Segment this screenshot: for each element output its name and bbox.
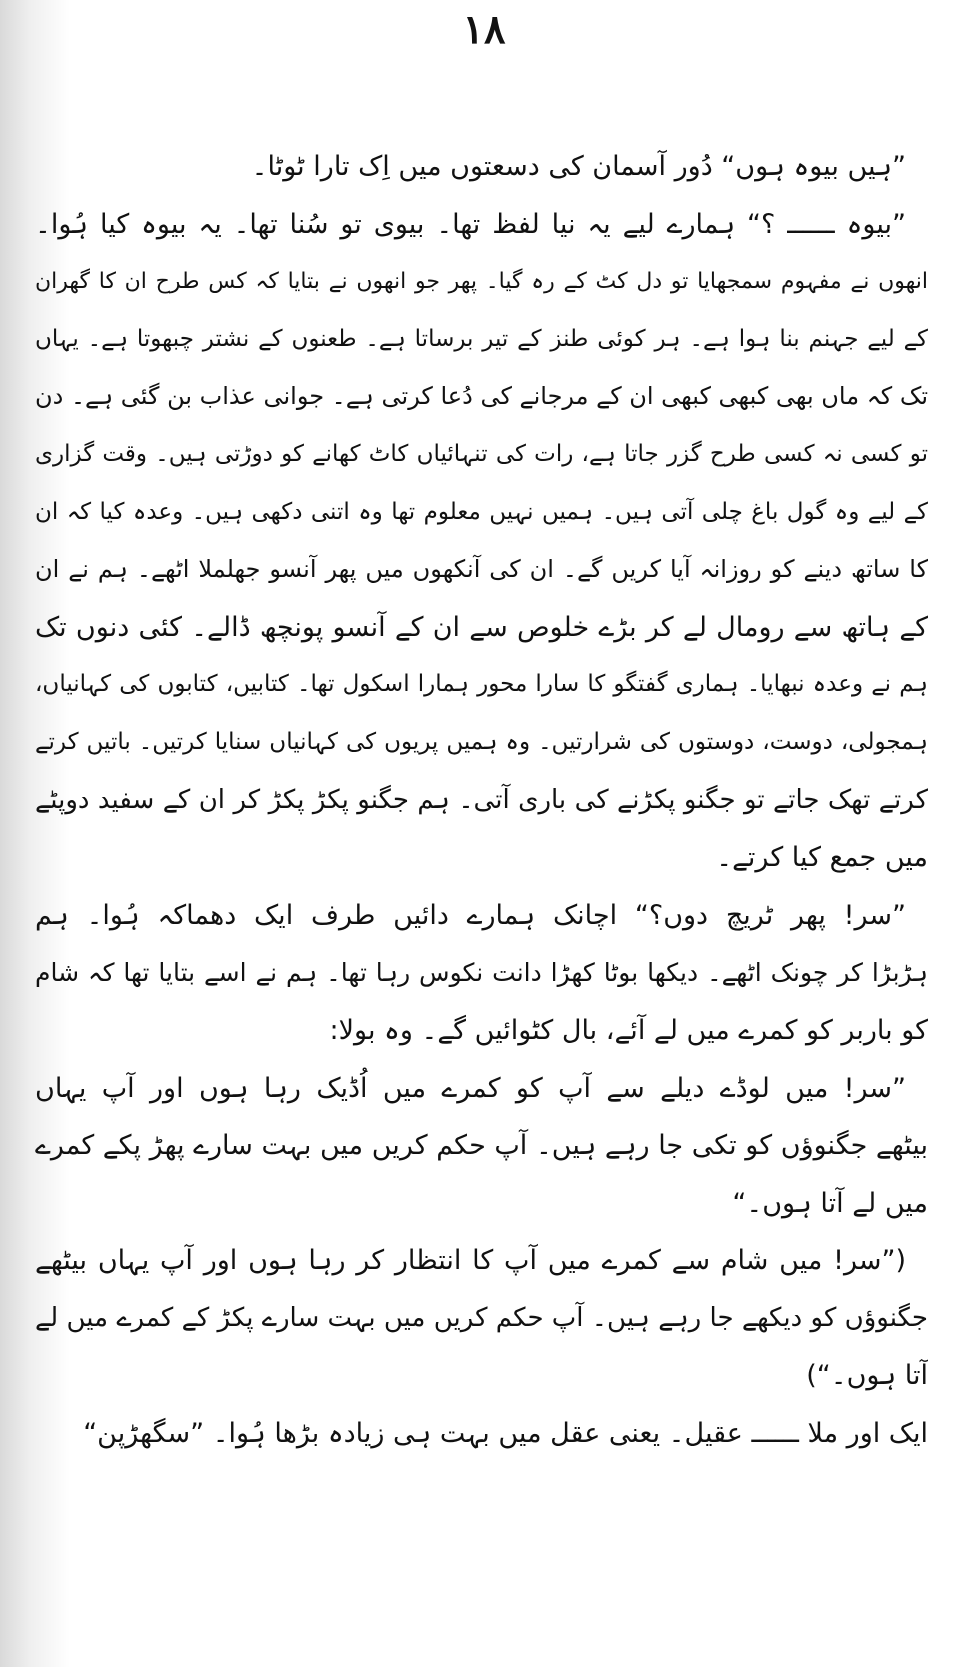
- text-line: ہڑبڑا کر چونک اٹھے۔ دیکھا بوٹا کھڑا دانت نکوس رہا تھا۔ ہم نے اسے بتایا تھا کہ شام: [35, 958, 928, 988]
- text-line: ایک اور ملا ــــــ عقیل۔ یعنی عقل میں بہت ہی زیادہ بڑھا ہُوا۔ ”سگھڑپن“: [83, 1418, 928, 1450]
- body-text: [35, 138, 928, 1463]
- text-line: ”سر! میں لوڈے دیلے سے آپ کو کمرے میں اُڈیک رہا ہوں اور آپ یہاں: [35, 1072, 906, 1104]
- text-line: تو کسی نہ کسی طرح گزر جاتا ہے، رات کی تنہائیاں کاٹ کھانے کو دوڑتی ہیں۔ وقت گزاری: [35, 440, 928, 467]
- text-line: ہم نے وعدہ نبھایا۔ ہماری گفتگو کا سارا محور ہمارا اسکول تھا۔ کتابیں، کتابوں کی کہانیاں،: [35, 671, 928, 698]
- text-line: انھوں نے مفہوم سمجھایا تو دل کٹ کے رہ گیا۔ پھر جو انھوں نے بتایا کہ کس طرح ان کا گھران: [35, 269, 928, 295]
- text-line: میں جمع کیا کرتے۔: [716, 842, 928, 874]
- text-line: ”سر! پھر ٹریچ دوں؟“ اچانک ہمارے دائیں طرف ایک دھماکہ ہُوا۔ ہم: [35, 899, 906, 931]
- text-line: ”ہیں بیوہ ہوں“ دُور آسمان کی دسعتوں میں اِک تارا ٹوٹا۔: [251, 151, 906, 182]
- text-line: کے لیے جہنم بنا ہوا ہے۔ ہر کوئی طنز کے تیر برساتا ہے۔ طعنوں کے نشتر چبھوتا ہے۔ یہاں: [35, 325, 928, 352]
- text-line: ہمجولی، دوست، دوستوں کی شرارتیں۔ وہ ہمیں پریوں کی کہانیاں سنایا کرتیں۔ باتیں کرتے: [35, 728, 928, 755]
- text-line: میں لے آتا ہوں۔“: [732, 1187, 928, 1219]
- text-line: جگنوؤں کو دیکھے جا رہے ہیں۔ آپ حکم کریں میں بہت سارے پکڑ کے کمرے میں لے: [35, 1302, 928, 1333]
- text-line: آتا ہوں۔“): [806, 1360, 928, 1392]
- text-line: کو باربر کو کمرے میں لے آئے، بال کٹوائیں گے۔ وہ بولا:: [329, 1014, 928, 1046]
- text-line: بیٹھے جگنوؤں کو تکی جا رہے ہیں۔ آپ حکم کریں میں بہت سارے پھڑ پکے کمرے: [35, 1130, 928, 1162]
- text-line: ”بیوہ ــــــ ؟“ ہمارے لیے یہ نیا لفظ تھا۔ بیوی تو سُنا تھا۔ یہ بیوہ کیا ہُوا۔: [35, 208, 906, 240]
- text-line: (”سر! میں شام سے کمرے میں آپ کا انتظار کر رہا ہوں اور آپ یہاں بیٹھے: [35, 1245, 906, 1277]
- text-line: کا ساتھ دینے کو روزانہ آیا کریں گے۔ ان کی آنکھوں میں پھر آنسو جھلملا اٹھے۔ ہم نے ان: [35, 555, 928, 584]
- text-line: کے ہاتھ سے رومال لے کر بڑے خلوص سے ان کے آنسو پونچھ ڈالے۔ کئی دنوں تک: [35, 611, 928, 643]
- page-number: ۱۸: [462, 6, 506, 53]
- text-line: کرتے تھک جاتے تو جگنو پکڑنے کی باری آتی۔ ہم جگنو پکڑ پکڑ کر ان کے سفید دوپٹے: [35, 784, 928, 815]
- text-line: تک کہ ماں بھی کبھی کبھی ان کے مرجانے کی دُعا کرتی ہے۔ جوانی عذاب بن گئی ہے۔ دن: [35, 382, 928, 411]
- text-line: کے لیے وہ گول باغ چلی آتی ہیں۔ ہمیں نہیں معلوم تھا وہ اتنی دکھی ہیں۔ وعدہ کیا کہ ان: [35, 498, 928, 525]
